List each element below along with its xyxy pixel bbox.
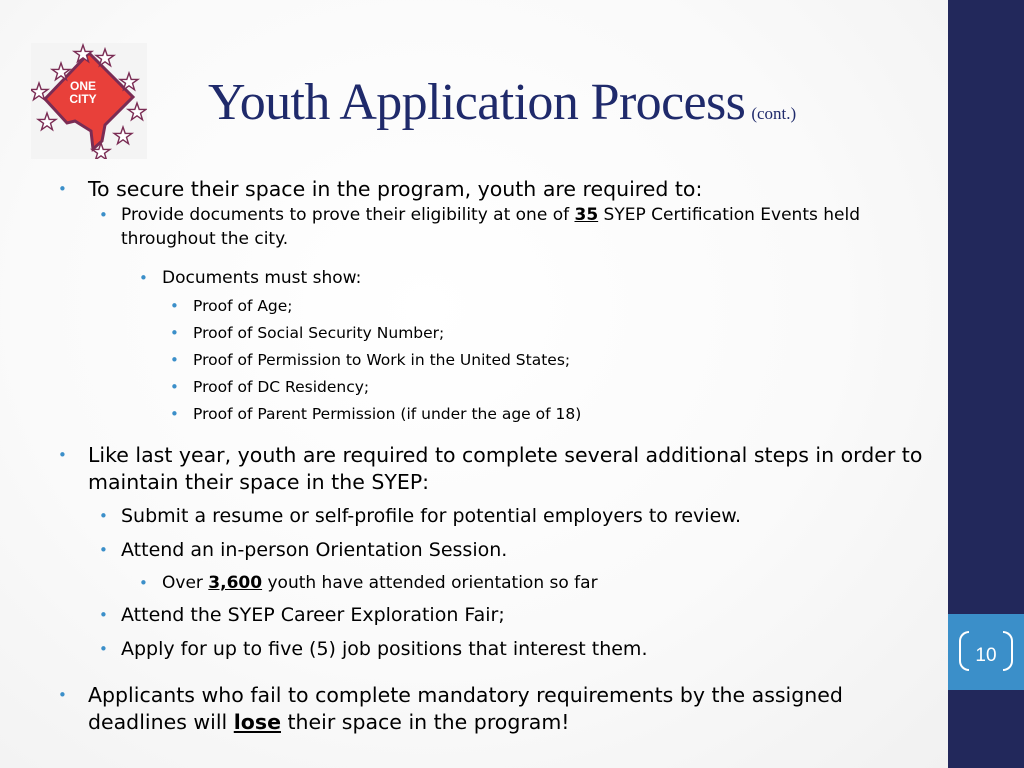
provide-documents-text: Provide documents to prove their eligibility at one of (121, 205, 575, 225)
logo-text-city: CITY (69, 92, 97, 106)
page-number-box (948, 614, 1024, 690)
slide-title-main: Youth Application Process (208, 74, 746, 131)
proof-item-ssn: • Proof of Social Security Number; (58, 320, 944, 347)
orientation-count-pre: Over (162, 573, 209, 593)
one-city-logo (31, 43, 147, 159)
bullet-submit-resume: • Submit a resume or self-profile for potential employers to review. (58, 503, 944, 530)
slide-title-suffix: (cont.) (751, 104, 797, 123)
one-city-logo-graphic (31, 43, 147, 159)
fail-requirements-text-end: their space in the program! (280, 710, 570, 734)
provide-documents-text-end: SYEP Certification Events held throughout the city. (121, 205, 860, 249)
bullet-fail-requirements (58, 682, 944, 736)
proof-item-work-permission: • Proof of Permission to Work in the United States; (58, 347, 944, 374)
bullet-secure-space: • To secure their space in the program, youth are required to: (58, 176, 944, 203)
orientation-count-post: youth have attended orientation so far (262, 573, 598, 593)
slide-title (208, 68, 796, 149)
bullet-orientation-session: • Attend an in-person Orientation Session. (58, 537, 944, 564)
bullet-documents-must-show: • Documents must show: (58, 265, 944, 291)
proof-item-age: • Proof of Age; (58, 293, 944, 320)
bullet-additional-steps: • Like last year, youth are required to complete several additional steps in order to maintain their space in the SYEP: (58, 442, 944, 496)
logo-text-one: ONE (69, 79, 97, 93)
page-number: 10 (975, 645, 997, 666)
bullet-career-fair: • Attend the SYEP Career Exploration Fair; (58, 602, 944, 629)
fail-requirements-emphasis: lose (233, 710, 281, 734)
bullet-provide-documents (58, 203, 944, 251)
bullet-apply-jobs: • Apply for up to five (5) job positions that interest them. (58, 636, 944, 663)
proof-item-dc-residency: • Proof of DC Residency; (58, 374, 944, 401)
fail-requirements-text: Applicants who fail to complete mandatory requirements by the assigned deadlines will (88, 683, 843, 734)
bullet-orientation-count (58, 570, 944, 596)
slide-body (58, 176, 944, 736)
certification-event-count: 35 (574, 205, 599, 225)
proof-item-parent-permission: • Proof of Parent Permission (if under the age of 18) (58, 401, 944, 428)
orientation-attendee-count: 3,600 (208, 573, 263, 593)
